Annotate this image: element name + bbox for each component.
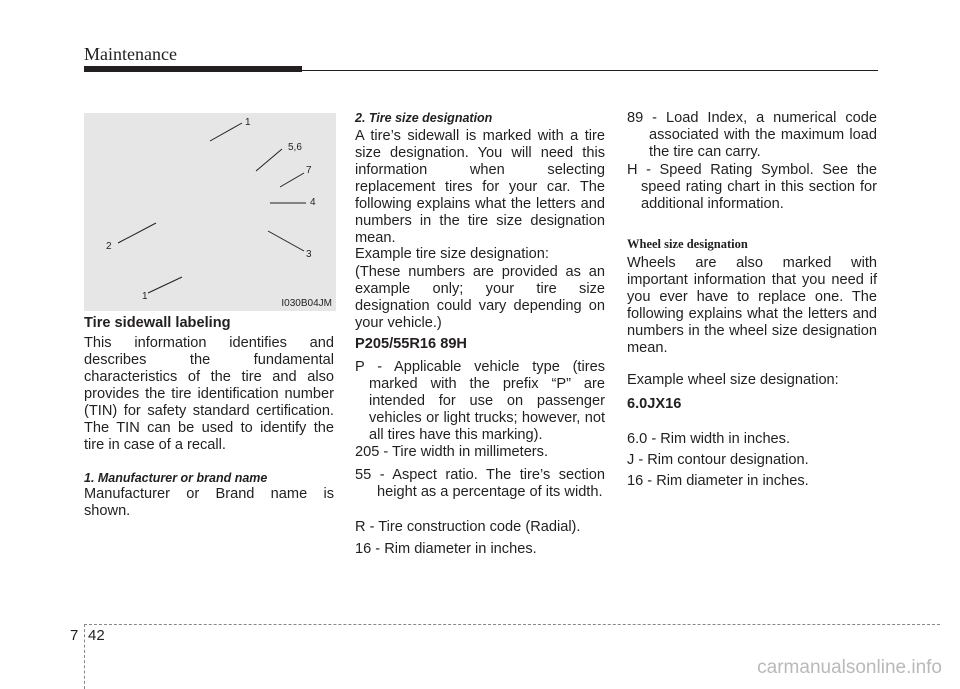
sidewall-heading: Tire sidewall labeling <box>84 315 231 331</box>
tire-size-item: 16 - Rim diameter in inches. <box>355 541 537 557</box>
tire-size-para3: (These numbers are provided as an example only; your tire size designation could vary depending on your vehicle.) <box>355 264 605 331</box>
wheel-example: 6.0JX16 <box>627 396 682 412</box>
section-title: Maintenance <box>84 44 177 64</box>
footer-rule <box>84 624 940 625</box>
tire-size-example: P205/55R16 89H <box>355 336 467 352</box>
wheel-item: 16 - Rim diameter in inches. <box>627 473 809 489</box>
tire-size-item: R - Tire construction code (Radial). <box>355 519 581 535</box>
wheel-item: J - Rim contour designation. <box>627 452 809 468</box>
watermark: carmanualsonline.info <box>757 657 942 678</box>
page-number: 42 <box>88 627 105 644</box>
callout-label: 7 <box>306 165 312 176</box>
load-index-item: 89 - Load Index, a numerical code associated with the maximum load the tire can carry. <box>627 110 877 160</box>
header-bar <box>84 66 302 72</box>
callout-label: 3 <box>306 249 312 260</box>
wheel-example-label: Example wheel size designation: <box>627 372 839 388</box>
figure-code: I030B04JM <box>281 298 332 309</box>
callout-label: 4 <box>310 197 316 208</box>
tire-size-subheading: 2. Tire size designation <box>355 111 493 125</box>
tire-sidewall-figure <box>84 113 336 311</box>
wheel-size-heading: Wheel size designation <box>627 237 748 251</box>
header-rule <box>302 70 878 71</box>
callout-label: 1 <box>142 291 148 302</box>
callout-label: 1 <box>245 117 251 128</box>
manufacturer-text: Manufacturer or Brand name is shown. <box>84 486 334 519</box>
wheel-size-text: Wheels are also marked with important information that you need if you ever have to replace one. The following explains what the letters and numbers in the wheel size designation mean. <box>627 255 877 356</box>
tire-size-item: 205 - Tire width in millimeters. <box>355 444 549 460</box>
footer-divider <box>84 624 85 689</box>
tire-size-item: P - Applicable vehicle type (tires marked with the prefix “P” are intended for use on passenger vehicles or light trucks; however, not all tires have this marking). <box>355 359 605 443</box>
speed-rating-item: H - Speed Rating Symbol. See the speed rating chart in this section for additional information. <box>627 162 877 212</box>
callout-label: 2 <box>106 241 112 252</box>
callout-label: 5,6 <box>288 142 302 153</box>
manufacturer-subheading: 1. Manufacturer or brand name <box>84 471 268 485</box>
sidewall-intro: This information identifies and describes the fundamental characteristics of the tire and also provides the tire identification number (TIN) for safety standard certification. The TIN can be used to identify the tire in case of a recall. <box>84 335 334 453</box>
chapter-number: 7 <box>70 627 79 644</box>
wheel-item: 6.0 - Rim width in inches. <box>627 431 791 447</box>
tire-size-item: 55 - Aspect ratio. The tire’s section height as a percentage of its width. <box>355 467 605 500</box>
tire-size-para1: A tire’s sidewall is marked with a tire size designation. You will need this information when selecting replacement tires for your car. The following explains what the letters and numbers in the tire size designation mean. <box>355 128 605 246</box>
tire-size-para2: Example tire size designation: <box>355 246 549 262</box>
